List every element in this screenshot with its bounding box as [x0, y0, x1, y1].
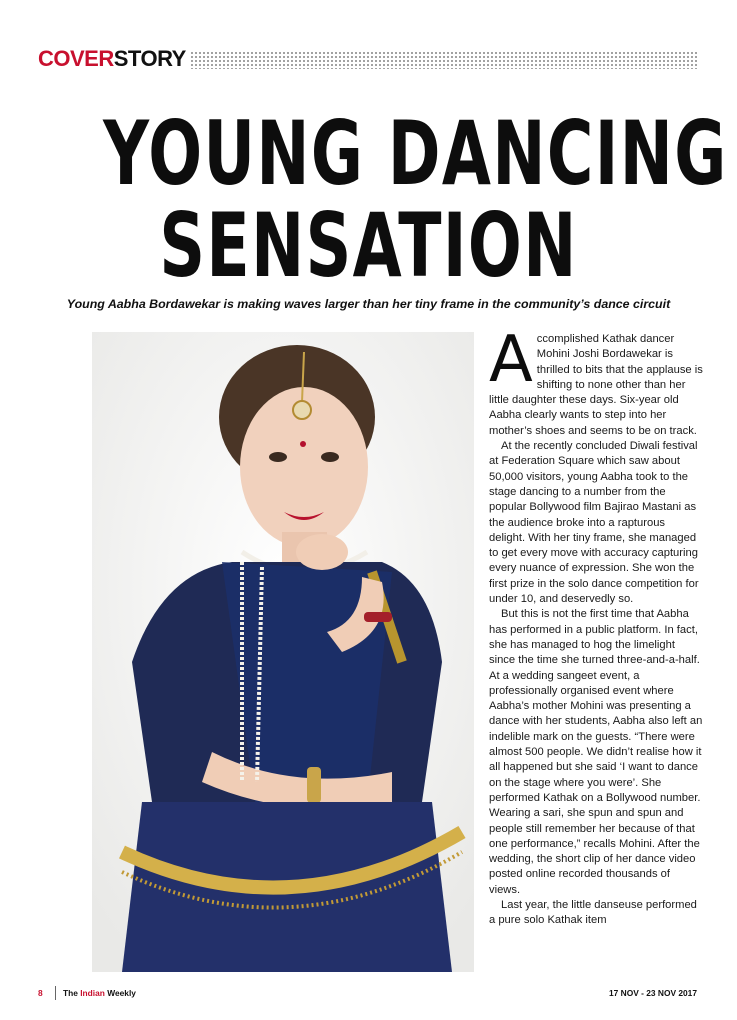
publication-the: The	[63, 988, 81, 998]
publication-indian: Indian	[80, 988, 105, 998]
standfirst: Young Aabha Bordawekar is making waves larger than her tiny frame in the community’s dance circuit	[66, 297, 671, 311]
article-body	[489, 323, 703, 929]
cover-photo	[92, 332, 474, 972]
article-paragraph-4: Last year, the little danseuse performed a pure solo Kathak item	[489, 898, 697, 927]
issue-date: 17 NOV - 23 NOV 2017	[609, 988, 697, 998]
page-footer	[0, 986, 737, 1002]
headline-line-1: YOUNG DANCING	[103, 102, 728, 205]
article-paragraph-2: At the recently concluded Diwali festival at Federation Square which saw about 50,000 visitors, young Aabha took to the stage dancing to a number from the popular Bollywood film Bajirao Mastani as the audience broke into a rapturous delight. With her tiny frame, she managed to get every move with accuracy capturing every nuance of expression. She won the first prize in the solo dance competition for under 10, and deservedly so.	[489, 440, 699, 606]
section-tag-story: STORY	[113, 46, 186, 71]
article-p1-text: ccomplished Kathak dancer Mohini Joshi Bordawekar is thrilled to bits that the applause is shifting to none other than her little daughter these days. Six-year old Aabha clearly wants to step into her mother’s shoes and seems to be on track.	[489, 333, 703, 437]
article-paragraph-3: But this is not the first time that Aabha has performed in a public platform. In fact, she has managed to hog the limelight since the time she turned three-and-a-half. At a wedding sangeet event, a professionally organised event where Aabha’s mother Mohini was presenting a dance with her students, Aabha also left an indelible mark on the guests. “There were almost 500 people. We didn’t realise how it all happened but she said ‘I want to dance on the stage where you were’. She performed Kathak on a Bollywood number. Wearing a sari, she spun and spun and people still remember her because of that one performance,” recalls Mohini. After the wedding, the short clip of her dance video posted online recorded thousands of views.	[489, 608, 703, 896]
footer-divider	[55, 986, 56, 1000]
section-tag-cover: COVER	[38, 46, 114, 71]
publication-name	[63, 988, 136, 998]
page-number: 8	[38, 988, 43, 998]
dotted-rule	[190, 51, 698, 69]
girl-dancer-illustration	[92, 332, 474, 972]
article-paragraph-1	[489, 323, 703, 439]
section-tag	[38, 46, 186, 72]
headline-line-2: SENSATION	[159, 194, 578, 297]
publication-weekly: Weekly	[104, 988, 136, 998]
headline	[103, 102, 728, 297]
drop-cap: A	[489, 323, 533, 397]
